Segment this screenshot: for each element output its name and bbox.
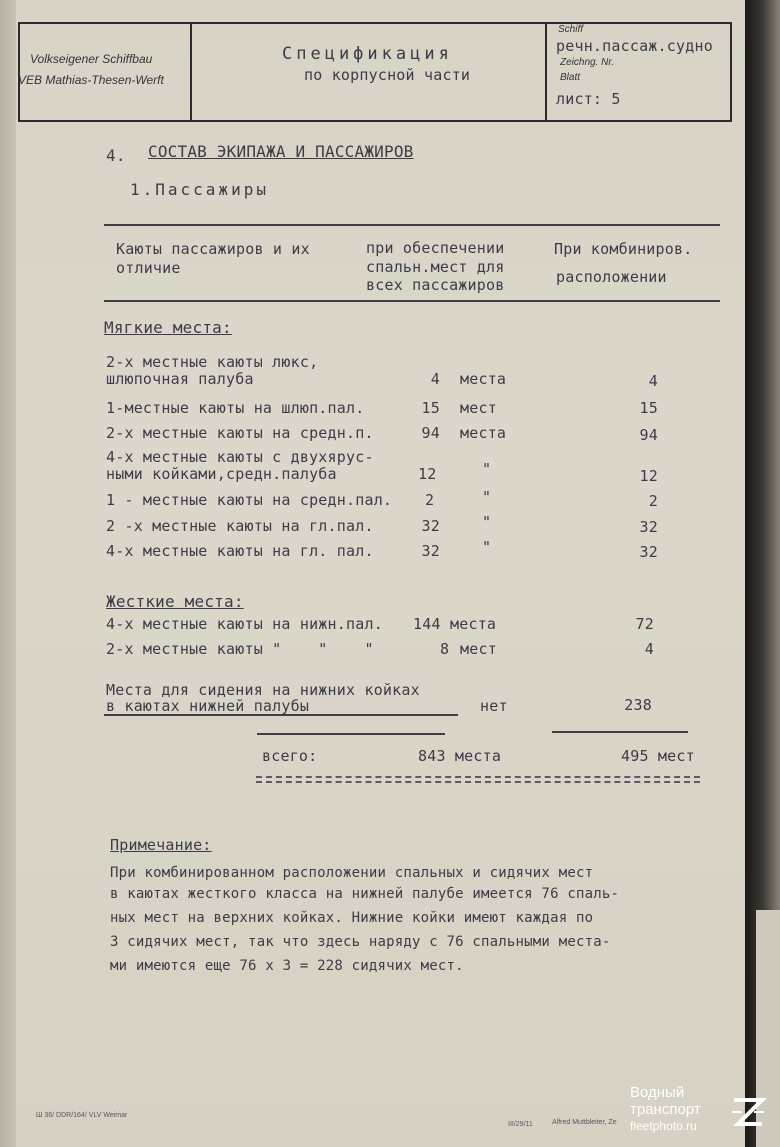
soft-row-4-label-1: 4-х местные каюты с двухярус- (106, 448, 374, 466)
soft-row-3-num: 94 (421, 424, 440, 442)
ship-type-value: речн.пассаж.судно (556, 37, 713, 55)
hard-row-1-combined: 72 (635, 615, 654, 633)
soft-row-5-unit: " (482, 488, 492, 506)
note-heading: Примечание: (110, 836, 212, 854)
hard-row-2-num: 8 (440, 640, 450, 658)
total-double-rule-1 (256, 776, 700, 778)
col-full-header-2: спальн.мест для (366, 258, 505, 276)
company-line-1: Volkseigener Schiffbau (30, 52, 153, 66)
col-cabins-header-1: Каюты пассажиров и их (116, 240, 310, 258)
soft-row-5-num: 2 (425, 491, 435, 509)
header-divider-1 (190, 22, 192, 120)
watermark-logo-icon (730, 1096, 766, 1130)
hard-row-1-unit: места (450, 615, 497, 633)
company-line-2: VEB Mathias-Thesen-Werft (18, 73, 164, 87)
soft-row-3-combined: 94 (639, 426, 658, 444)
soft-row-1-combined: 4 (648, 372, 658, 390)
hard-places-heading: Жесткие места: (106, 592, 244, 611)
document-page (16, 0, 763, 1147)
watermark (626, 1084, 766, 1140)
hard-row-2-combined: 4 (644, 640, 654, 658)
table-header-rule (104, 300, 720, 302)
hard-row-2-label: 2-х местные каюты " " " (106, 640, 374, 658)
schiff-label: Schiff (558, 24, 584, 35)
total-rule-right (552, 731, 688, 733)
seating-label-2: в каютах нижней палубы (106, 697, 310, 715)
watermark-line-1: Водный (630, 1084, 685, 1101)
soft-row-6-combined: 32 (639, 518, 658, 536)
soft-row-7-combined: 32 (639, 543, 658, 561)
hard-row-2-unit: мест (460, 640, 497, 658)
soft-row-2-unit: мест (460, 399, 497, 417)
note-line-1: При комбинированном расположении спальных и сидячих мест (110, 865, 594, 881)
soft-row-2-num: 15 (421, 399, 440, 417)
total-rule-left (257, 733, 445, 735)
doc-title-line-2: по корпусной части (304, 66, 471, 84)
zeichng-label: Zeichng. Nr. (560, 57, 615, 68)
seating-label-1: Места для сидения на нижних койках (106, 681, 420, 699)
total-label: всего: (262, 747, 318, 765)
section-subtitle: 1.Пассажиры (130, 180, 269, 199)
soft-row-3-label: 2-х местные каюты на средн.п. (106, 424, 374, 442)
note-line-4: 3 сидячих мест, так что здесь наряду с 76 спальными места- (110, 934, 611, 950)
watermark-line-2: транспорт (630, 1101, 701, 1118)
seating-combined: 238 (624, 696, 652, 714)
table-top-rule (104, 224, 720, 226)
footer-print-code: Ш 36/ DDR/164/ VLV Weimar (36, 1112, 128, 1119)
soft-row-1-label-1: 2-х местные каюты люкс, (106, 353, 319, 371)
total-value-full: 843 места (418, 747, 502, 765)
col-combined-header-1: При комбиниров. (554, 240, 693, 258)
blatt-label: Blatt (560, 72, 581, 83)
soft-row-7-label: 4-х местные каюты на гл. пал. (106, 542, 374, 560)
soft-row-6-label: 2 -х местные каюты на гл.пал. (106, 517, 374, 535)
soft-row-4-label-2: ными койками,средн.палуба (106, 465, 337, 483)
soft-row-4-combined: 12 (639, 467, 658, 485)
watermark-line-3: fleetphoto.ru (630, 1119, 697, 1133)
col-full-header-3: всех пассажиров (366, 276, 505, 294)
note-line-5: ми имеются еще 76 х 3 = 228 сидячих мест. (110, 958, 464, 974)
hard-row-1-label: 4-х местные каюты на нижн.пал. (106, 615, 383, 633)
soft-row-1-unit: места (460, 370, 507, 388)
col-cabins-header-2: отличие (116, 259, 181, 277)
col-full-header-1: при обеспечении (366, 239, 505, 257)
soft-row-1-label-2: шлюпочная палуба (106, 370, 254, 388)
total-double-rule-2 (256, 781, 700, 783)
soft-row-7-num: 32 (421, 542, 440, 560)
header-divider-2 (545, 22, 547, 120)
note-line-2: в каютах жесткого класса на нижней палубе имеется 76 спаль- (110, 886, 620, 902)
soft-row-6-unit: " (482, 513, 492, 531)
soft-row-3-unit: места (460, 424, 507, 442)
section-title: СОСТАВ ЭКИПАЖА И ПАССАЖИРОВ (148, 142, 414, 161)
sheet-number: лист: 5 (556, 90, 621, 108)
soft-row-5-combined: 2 (648, 492, 658, 510)
footer-printer: Alfred Muttbleiter, Ze (552, 1119, 617, 1126)
footer-form-number: III/29/11 (508, 1121, 533, 1128)
col-combined-header-2: расположении (556, 268, 667, 286)
section-number: 4. (106, 146, 126, 165)
soft-row-7-unit: " (482, 538, 492, 556)
soft-row-4-unit: " (482, 460, 492, 478)
seating-value: нет (480, 697, 508, 715)
hard-row-1-num: 144 (413, 615, 441, 633)
soft-row-4-num: 12 (418, 465, 437, 483)
soft-row-2-label: 1-местные каюты на шлюп.пал. (106, 399, 365, 417)
note-line-3: ных мест на верхних койках. Нижние койки имеют каждая по (110, 910, 594, 926)
seating-underline (104, 714, 458, 716)
soft-row-1-num: 4 (430, 370, 440, 388)
soft-row-6-num: 32 (421, 517, 440, 535)
soft-places-heading: Мягкие места: (104, 318, 232, 337)
doc-title-line-1: Спецификация (282, 44, 453, 64)
soft-row-5-label: 1 - местные каюты на средн.пал. (106, 491, 393, 509)
soft-row-2-combined: 15 (639, 399, 658, 417)
total-value-combined: 495 мест (621, 747, 695, 765)
